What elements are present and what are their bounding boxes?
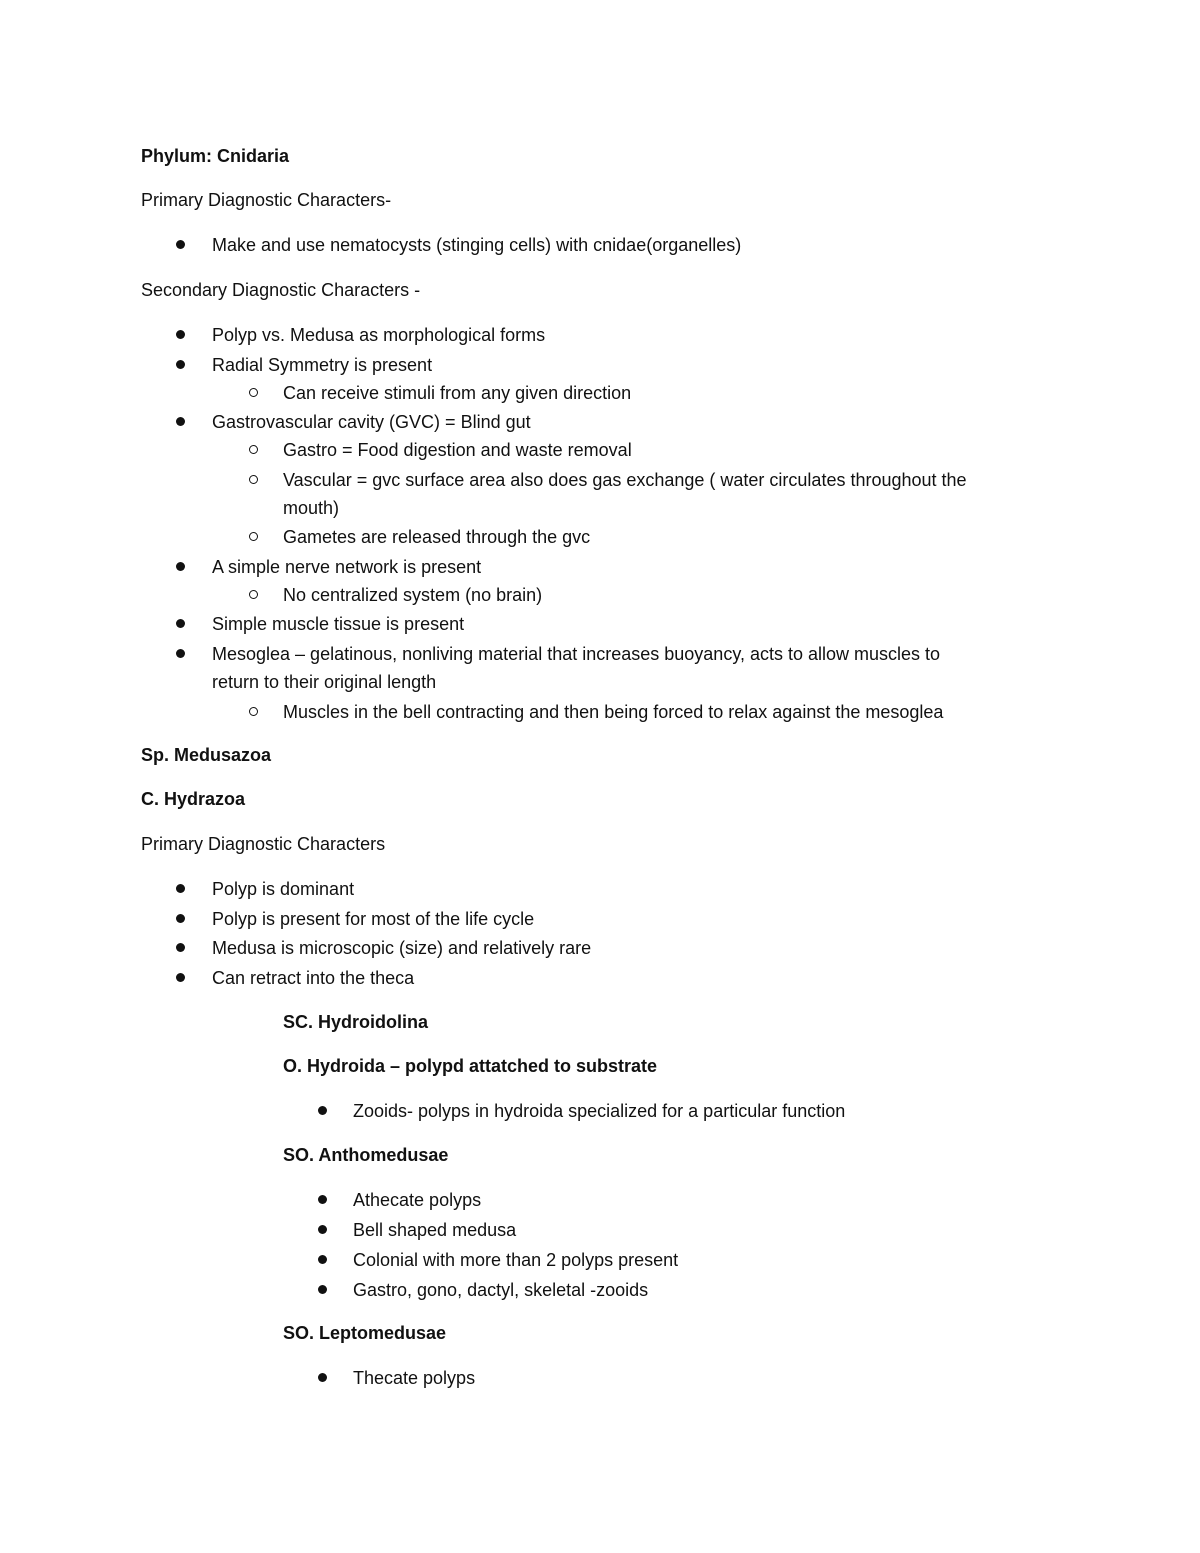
subclass-heading: SC. Hydroidolina	[283, 1012, 429, 1032]
list-item: Can retract into the theca	[212, 968, 415, 988]
list-subitem-continuation: mouth)	[283, 498, 340, 518]
list-subitem: No centralized system (no brain)	[283, 585, 543, 605]
bullet-icon	[176, 562, 185, 571]
bullet-icon	[318, 1373, 327, 1382]
order-heading: O. Hydroida – polypd attatched to substrate	[283, 1056, 658, 1076]
list-item: Make and use nematocysts (stinging cells) with cnidae(organelles)	[212, 235, 742, 255]
bullet-icon	[318, 1106, 327, 1115]
suborder-heading-leptomedusae: SO. Leptomedusae	[283, 1323, 447, 1343]
list-item: Mesoglea – gelatinous, nonliving material that increases buoyancy, acts to allow muscles to	[212, 644, 941, 664]
list-item: Bell shaped medusa	[353, 1220, 517, 1240]
superphylum-heading: Sp. Medusazoa	[141, 745, 272, 765]
bullet-icon	[318, 1195, 327, 1204]
bullet-icon	[176, 943, 185, 952]
sub-bullet-icon	[249, 532, 258, 541]
class-heading: C. Hydrazoa	[141, 789, 246, 809]
bullet-icon	[176, 884, 185, 893]
sub-bullet-icon	[249, 445, 258, 454]
list-subitem: Muscles in the bell contracting and then being forced to relax against the mesoglea	[283, 702, 944, 722]
list-item: Radial Symmetry is present	[212, 355, 433, 375]
list-item: Medusa is microscopic (size) and relatively rare	[212, 938, 592, 958]
list-item: Zooids- polyps in hydroida specialized for a particular function	[353, 1101, 846, 1121]
list-item: Colonial with more than 2 polyps present	[353, 1250, 679, 1270]
list-item: Gastrovascular cavity (GVC) = Blind gut	[212, 412, 531, 432]
list-item: Polyp vs. Medusa as morphological forms	[212, 325, 546, 345]
bullet-icon	[176, 914, 185, 923]
bullet-icon	[176, 973, 185, 982]
list-item: Simple muscle tissue is present	[212, 614, 465, 634]
bullet-icon	[176, 417, 185, 426]
primary-characters-heading: Primary Diagnostic Characters-	[141, 190, 392, 210]
sub-bullet-icon	[249, 707, 258, 716]
bullet-icon	[318, 1255, 327, 1264]
bullet-icon	[176, 649, 185, 658]
list-subitem: Gastro = Food digestion and waste removal	[283, 440, 632, 460]
list-item: A simple nerve network is present	[212, 557, 482, 577]
list-item: Athecate polyps	[353, 1190, 482, 1210]
bullet-icon	[176, 330, 185, 339]
bullet-icon	[176, 240, 185, 249]
secondary-characters-heading: Secondary Diagnostic Characters -	[141, 280, 421, 300]
sub-bullet-icon	[249, 388, 258, 397]
list-item: Polyp is present for most of the life cycle	[212, 909, 535, 929]
phylum-heading: Phylum: Cnidaria	[141, 146, 290, 166]
bullet-icon	[176, 619, 185, 628]
list-item-continuation: return to their original length	[212, 672, 437, 692]
bullet-icon	[176, 360, 185, 369]
list-item: Gastro, gono, dactyl, skeletal -zooids	[353, 1280, 649, 1300]
list-item: Polyp is dominant	[212, 879, 355, 899]
bullet-icon	[318, 1285, 327, 1294]
list-item: Thecate polyps	[353, 1368, 476, 1388]
bullet-icon	[318, 1225, 327, 1234]
primary-characters-heading-2: Primary Diagnostic Characters	[141, 834, 386, 854]
list-subitem: Vascular = gvc surface area also does gas exchange ( water circulates throughout the	[283, 470, 967, 490]
sub-bullet-icon	[249, 475, 258, 484]
list-subitem: Gametes are released through the gvc	[283, 527, 591, 547]
list-subitem: Can receive stimuli from any given direction	[283, 383, 632, 403]
suborder-heading-anthomedusae: SO. Anthomedusae	[283, 1145, 449, 1165]
sub-bullet-icon	[249, 590, 258, 599]
